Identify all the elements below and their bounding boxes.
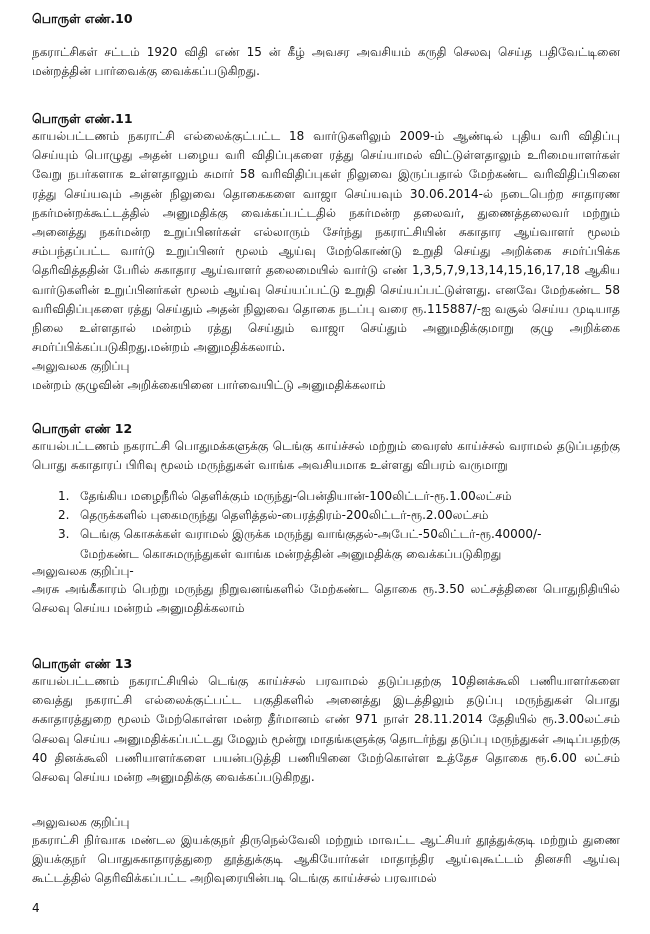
section-13-heading: பொருள் எண் 13 — [32, 656, 133, 671]
list-item-number: 2. — [58, 508, 70, 523]
section-13-note-label: அலுவலக குறிப்பு — [32, 815, 130, 829]
section-12-list — [58, 487, 618, 564]
section-11-body: காயல்பட்டணம் நகராட்சி எல்லைக்குட்பட்ட 18 வார்டுகளிலும் 2009-ம் ஆண்டில் புதிய வரி விதிப்பு செய்யும் பொழுது அதன் பழைய வரி விதிப்புகளை ரத்து செய்யாமல் விட்டுள்ளதாலும் உரிமையாளர்கள் வேறு நபர்களாக உள்ளதாலும் சுமார் 58 வரிவிதிப்புகள் நிலுவை இருப்பதால் மேற்கண்ட வரிவிதிப்பினை ரத்து செய்யவும் அதன் நிலுவை தொகைகளை வாஜா செய்யவும் 30.06.2014-ல் நடைபெற்ற சாதாரண நகர்மன்றக்கூட்டத்தில் அனுமதிக்கு வைக்கப்பட்டதில் நகர்மன்ற தலைவர், துணைத்தலைவர் மற்றும் அனைத்து நகர்மன்ற உறுப்பினர்கள் எல்லாரும் சேர்ந்து நகராட்சியின் சுகாதார ஆய்வாளர் மூலம் சம்பந்தப்பட்ட வார்டு உறுப்பினர் மூலம் ஆய்வு மேற்கொண்டு உறுதி செய்து அறிக்கை சமர்ப்பிக்க தெரிவித்ததின் பேரில் சுகாதார ஆய்வாளர் தலைமையில் வார்டு எண் 1,3,5,7,9,13,14,15,16,17,18 ஆகிய வார்டுகளின் உறுப்பினர்கள் மூலம் ஆய்வு செய்யப்பட்டு உறுதி செய்யப்பட்டுள்ளது. எனவே மேற்கண்ட 58 வரிவிதிப்புகளை ரத்து செய்தும் அதன் நிலுவை தொகை நடப்பு வரை ரூ.115887/-ஐ வசூல் செய்ய முடியாத நிலை உள்ளதால் மன்றம் ரத்து செய்தும் வாஜா செய்தும் அனுமதிக்குமாறு குழு அறிக்கை சமர்ப்பிக்கப்படுகிறது.மன்றம் அனுமதிக்கலாம். — [32, 129, 620, 355]
section-11-heading: பொருள் எண்.11 — [32, 111, 133, 126]
list-item — [58, 506, 618, 525]
section-10-heading: பொருள் எண்.10 — [32, 11, 133, 26]
list-item-text: தெருக்களில் புகைமருந்து தெளித்தல்-பைரத்திரம்-200லிட்டர்-ரூ.2.00லட்சம் — [80, 508, 489, 523]
section-12-note-label: அலுவலக குறிப்பு- — [32, 564, 134, 578]
list-item-text: தேங்கிய மழைநீரில் தெளிக்கும் மருந்து-பென்தியான்-100லிட்டர்-ரூ.1.00லட்சம் — [80, 489, 512, 503]
section-12-note-text: அரசு அங்கீகாரம் பெற்று மருந்து நிறுவனங்களில் மேற்கண்ட தொகை ரூ.3.50 லட்சத்தினை பொதுநிதியில் செலவு செய்ய மன்றம் அனுமதிக்கலாம் — [32, 582, 620, 616]
list-continuation: மேற்கண்ட கொசுமருந்துகள் வாங்க மன்றத்தின் அனுமதிக்கு வைக்கப்படுகிறது — [80, 546, 502, 561]
section-11-note-text: மன்றம் குழுவின் அறிக்கையினை பார்வையிட்டு அனுமதிக்கலாம் — [32, 378, 386, 392]
list-item-number: 1. — [58, 489, 70, 503]
section-13-body: காயல்பட்டணம் நகராட்சியில் டெங்கு காய்ச்சல் பரவாமல் தடுப்பதற்கு 10தினக்கூலி பணியாளர்களை வைத்து நகராட்சி எல்லைக்குட்பட்ட பகுதிகளில் அனைத்து இடத்திலும் தடுப்பு மருந்துகள் பொது சுகாதாரத்துறை மூலம் மேற்கொள்ள மன்ற தீர்மானம் எண் 971 நாள் 28.11.2014 தேதியில் ரூ.3.00லட்சம் செலவு செய்ய அனுமதிக்கப்பட்டது மேலும் மூன்று மாதங்களுக்கு தொடர்ந்து தடுப்பு மருந்துகள் அடிப்பதற்கு 40 தினக்கூலி பணியாளர்களை பயன்படுத்தி பணியினை மேற்கொள்ள உத்தேச தொகை ரூ.6.00 லட்சம் செலவு செய்ய மன்ற அனுமதிக்கு வைக்கப்படுகிறது. — [32, 674, 620, 785]
list-item-text: டெங்கு கொசுக்கள் வராமல் இருக்க மருந்து வாங்குதல்-அபேட்-50லிட்டர்-ரூ.40000/- — [80, 527, 542, 542]
section-13-note-text: நகராட்சி நிர்வாக மண்டல இயக்குநர் திருநெல்வேலி மற்றும் மாவட்ட ஆட்சியர் தூத்துக்குடி மற்றும் துணை இயக்குநர் பொதுசுகாதாரத்துறை தூத்துக்குடி ஆகியோர்கள் மாதாந்திர ஆய்வுகூட்டம் தினசரி ஆய்வு கூட்டத்தில் தெரிவிக்கப்பட்ட அறிவுரையின்படி டெங்கு காய்ச்சல் பரவாமல் — [32, 833, 620, 886]
list-item-number: 3. — [58, 527, 70, 542]
section-10-body: நகராட்சிகள் சட்டம் 1920 விதி எண் 15 ன் கீழ் அவசர அவசியம் கருதி செலவு செய்த பதிவேட்டினை மன்றத்தின் பார்வைக்கு வைக்கப்படுகிறது. — [32, 45, 620, 79]
section-11-note-label: அலுவலக குறிப்பு — [32, 359, 130, 373]
page-number: 4 — [32, 901, 40, 915]
list-item — [58, 487, 618, 506]
section-12-body: காயல்பட்டணம் நகராட்சி பொதுமக்களுக்கு டெங்கு காய்ச்சல் மற்றும் வைரஸ் காய்ச்சல் வராமல் தடுப்பதற்கு பொது சுகாதாரப் பிரிவு மூலம் மருந்துகள் வாங்க அவசியமாக உள்ளது விபரம் வருமாறு — [32, 439, 620, 473]
section-12-heading: பொருள் எண் 12 — [32, 421, 133, 436]
list-item — [58, 525, 618, 544]
